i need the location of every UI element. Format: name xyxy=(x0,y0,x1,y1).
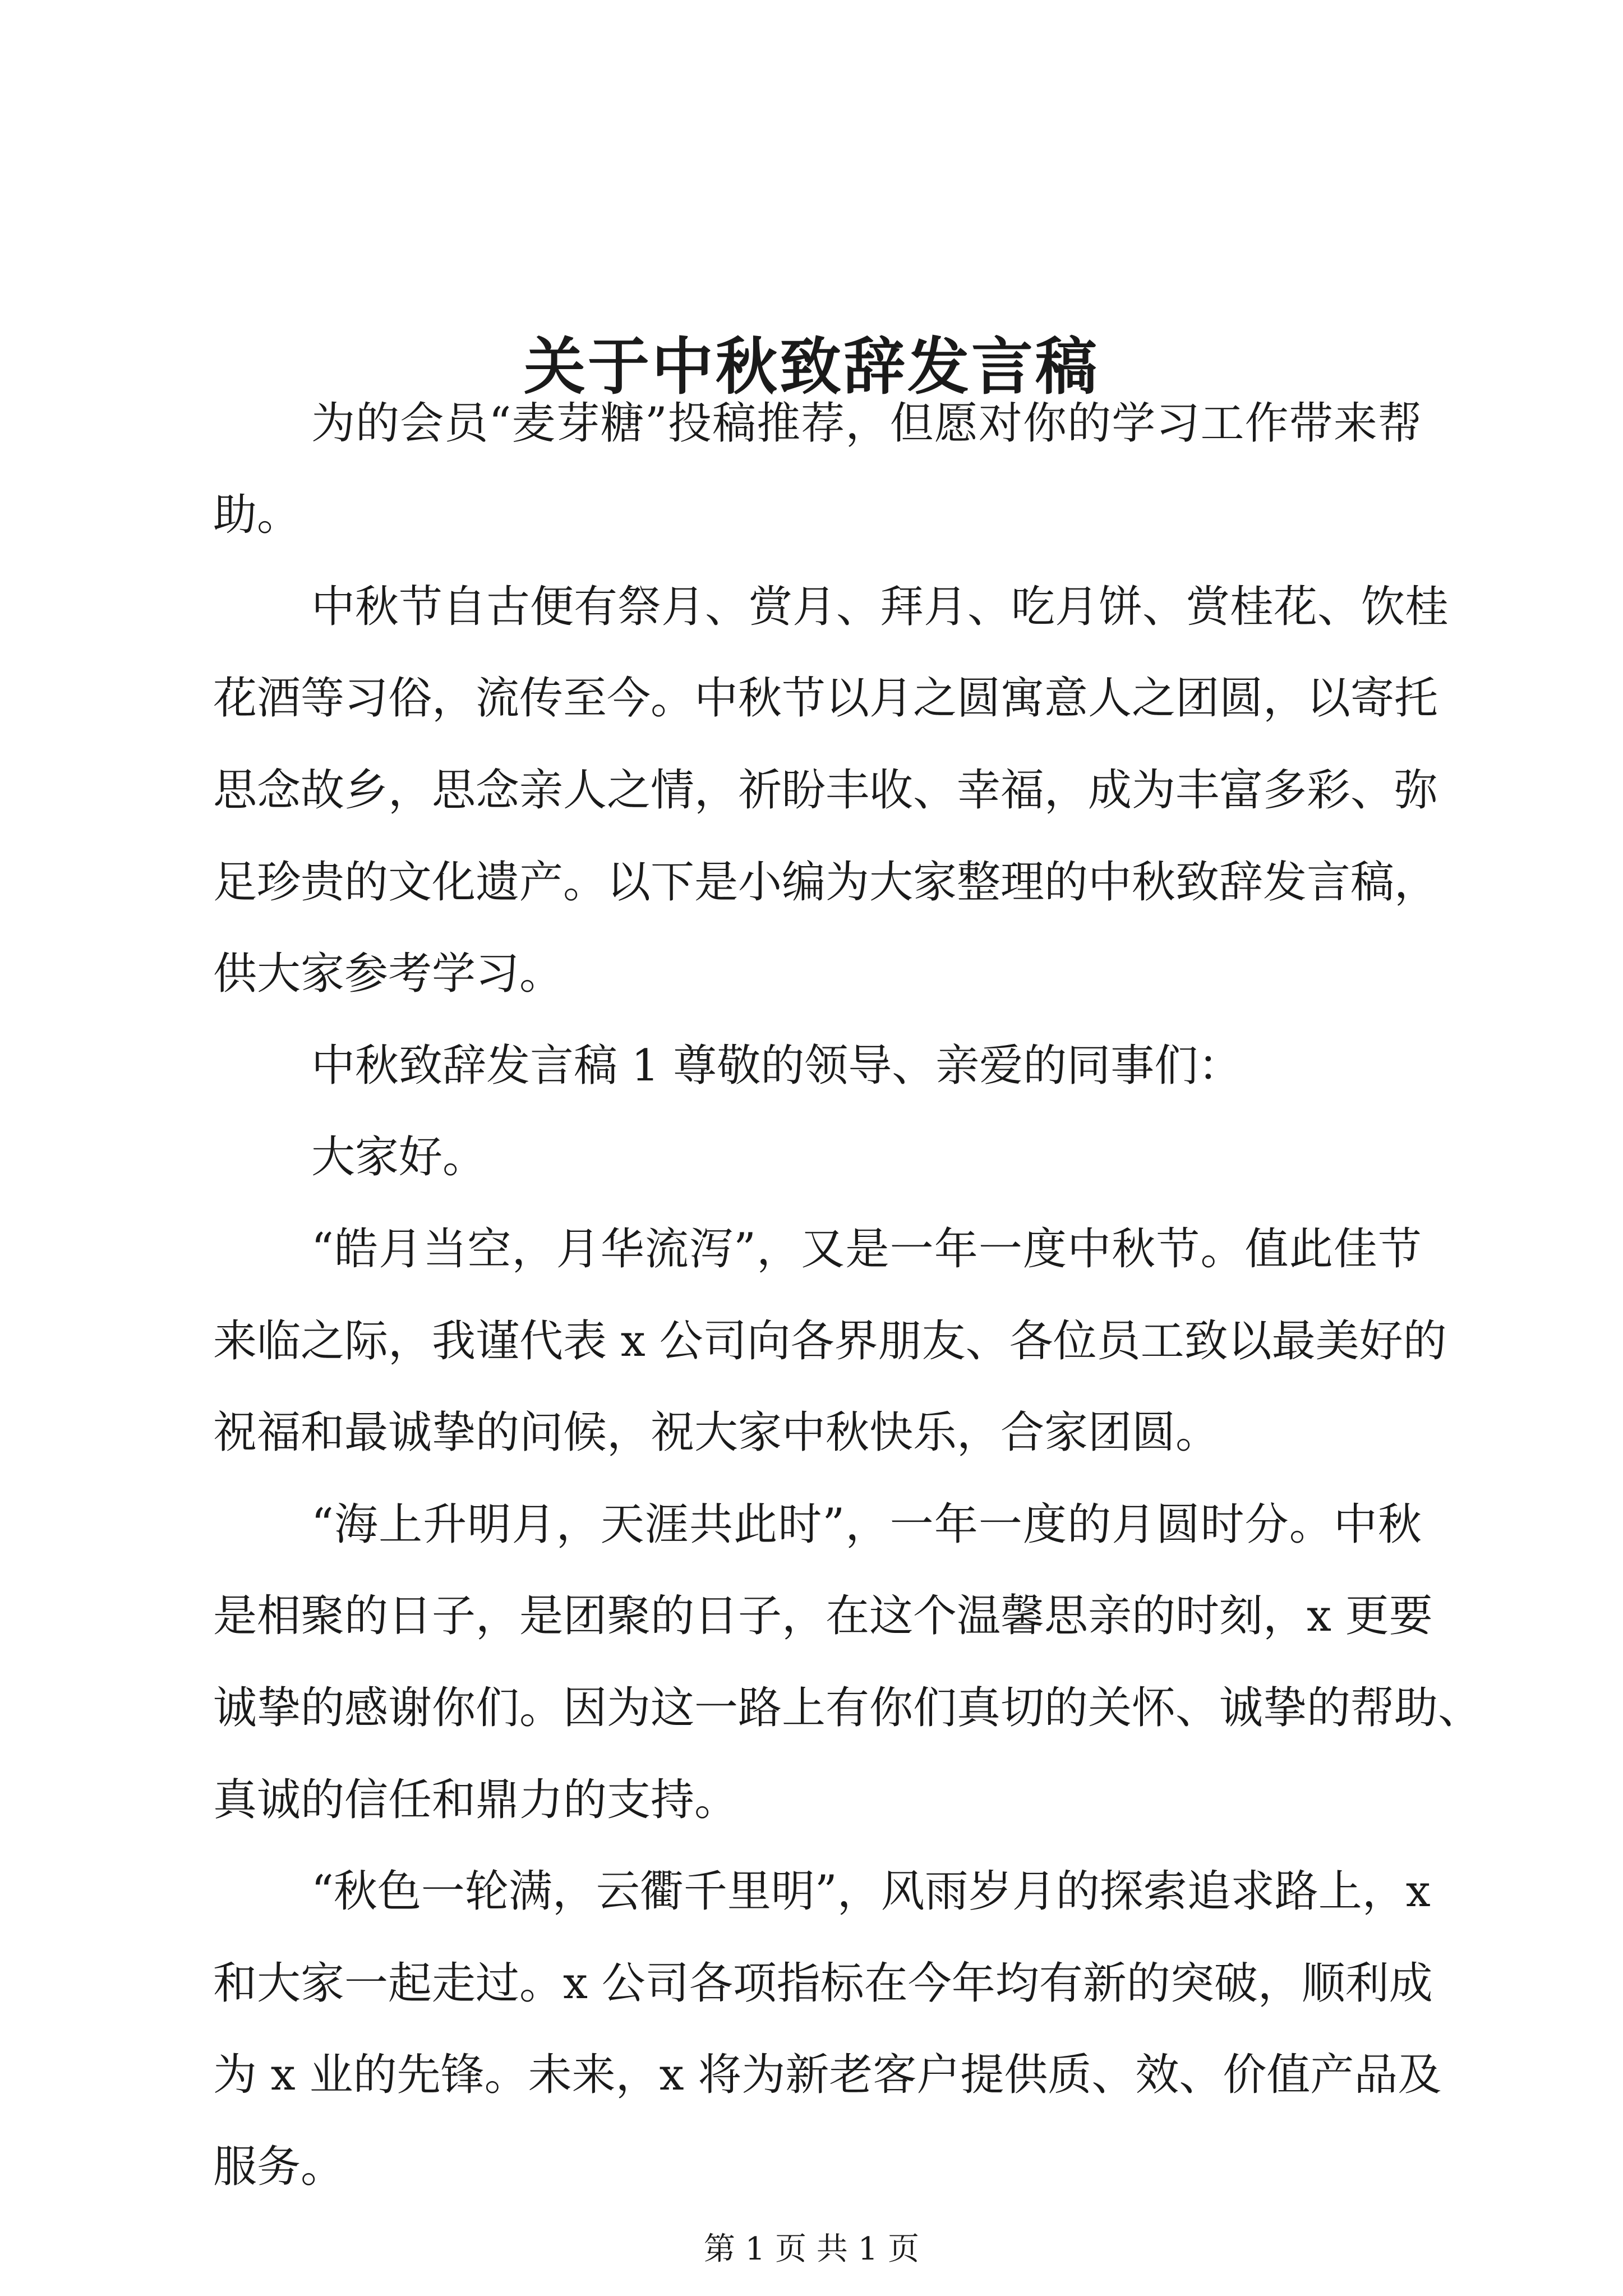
paragraph-4-line-1: 大家好。 xyxy=(311,1132,487,1182)
paragraph-7-line-2: 和大家一起走过。x 公司各项指标在今年均有新的突破，顺利成 xyxy=(213,1958,1433,2009)
paragraph-2-line-2: 花酒等习俗，流传至今。中秋节以月之圆寓意人之团圆，以寄托 xyxy=(213,673,1438,724)
paragraph-1-line-2: 助。 xyxy=(213,490,301,540)
paragraph-2-line-3: 思念故乡，思念亲人之情，祈盼丰收、幸福，成为丰富多彩、弥 xyxy=(213,765,1438,816)
paragraph-3-line-1: 中秋致辞发言稿 1 尊敬的领导、亲爱的同事们： xyxy=(311,1041,1242,1091)
page-footer: 第 1 页 共 1 页 xyxy=(703,2231,920,2267)
paragraph-6-line-1: “海上升明月，天涯共此时”，一年一度的月圆时分。中秋 xyxy=(311,1499,1422,1550)
paragraph-1-line-1: 为的会员“麦芽糖”投稿推荐，但愿对你的学习工作带来帮 xyxy=(311,398,1422,449)
document-title: 关于中秋致辞发言稿 xyxy=(524,330,1099,403)
paragraph-2-line-4: 足珍贵的文化遗产。以下是小编为大家整理的中秋致辞发言稿， xyxy=(213,857,1438,908)
paragraph-5-line-3: 祝福和最诚挚的问候，祝大家中秋快乐，合家团圆。 xyxy=(213,1407,1220,1458)
paragraph-2-line-1: 中秋节自古便有祭月、赏月、拜月、吃月饼、赏桂花、饮桂 xyxy=(311,582,1449,632)
paragraph-7-line-3: 为 x 业的先锋。未来，x 将为新老客户提供质、效、价值产品及 xyxy=(213,2050,1442,2100)
paragraph-6-line-4: 真诚的信任和鼎力的支持。 xyxy=(213,1775,739,1825)
paragraph-5-line-1: “皓月当空，月华流泻”，又是一年一度中秋节。值此佳节 xyxy=(311,1224,1422,1274)
paragraph-6-line-2: 是相聚的日子，是团聚的日子，在这个温馨思亲的时刻，x 更要 xyxy=(213,1591,1433,1641)
paragraph-2-line-5: 供大家参考学习。 xyxy=(213,949,564,999)
paragraph-6-line-3: 诚挚的感谢你们。因为这一路上有你们真切的关怀、诚挚的帮助、 xyxy=(213,1683,1482,1733)
paragraph-5-line-2: 来临之际，我谨代表 x 公司向各界朋友、各位员工致以最美好的 xyxy=(213,1316,1447,1366)
paragraph-7-line-1: “秋色一轮满，云衢千里明”，风雨岁月的探索追求路上，x xyxy=(311,1866,1431,1917)
paragraph-7-line-4: 服务。 xyxy=(213,2142,345,2192)
